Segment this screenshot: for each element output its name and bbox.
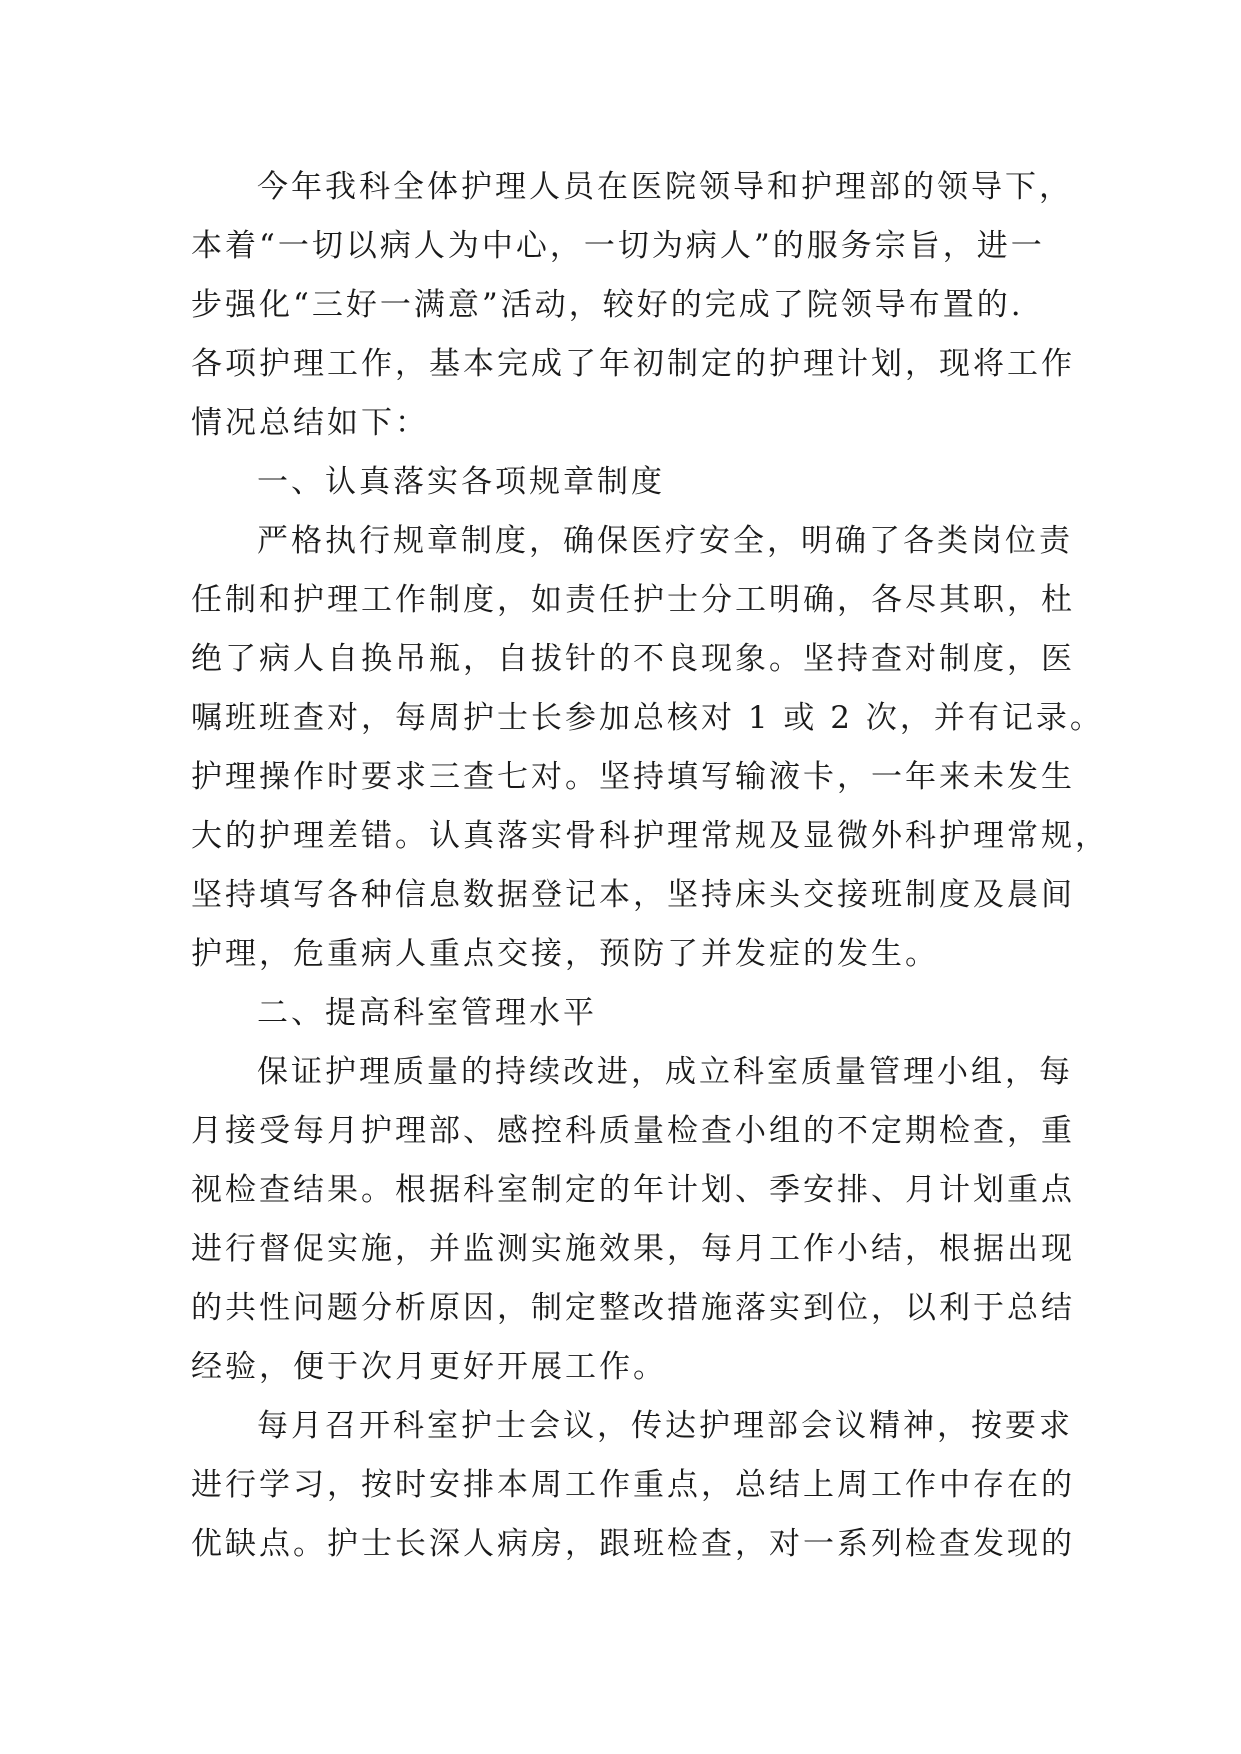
paragraph-line: 每月召开科室护士会议，传达护理部会议精神，按要求 — [257, 1408, 1073, 1444]
paragraph-line: 优缺点。护士长深人病房，跟班检查，对一系列检查发现的 — [191, 1526, 1075, 1562]
document-body — [191, 158, 1109, 1574]
paragraph-line: 的共性问题分析原因，制定整改措施落实到位，以利于总结 — [191, 1290, 1075, 1326]
paragraph-line: 经验，便于次月更好开展工作。 — [191, 1349, 667, 1385]
paragraph-line: 月接受每月护理部、感控科质量检查小组的不定期检查，重 — [191, 1113, 1075, 1149]
paragraph-line: 各项护理工作，基本完成了年初制定的护理计划，现将工作 — [191, 346, 1075, 382]
paragraph-line: 进行督促实施，并监测实施效果，每月工作小结，根据出现 — [191, 1231, 1075, 1267]
paragraph-line: 严格执行规章制度，确保医疗安全，明确了各类岗位责 — [257, 523, 1073, 559]
paragraph-line: 坚持填写各种信息数据登记本，坚持床头交接班制度及晨间 — [191, 877, 1075, 913]
paragraph-line: 今年我科全体护理人员在医院领导和护理部的领导下， — [257, 169, 1073, 205]
paragraph-line: 进行学习，按时安排本周工作重点，总结上周工作中存在的 — [191, 1467, 1075, 1503]
paragraph-line: 绝了病人自换吊瓶，自拔针的不良现象。坚持查对制度，医 — [191, 641, 1075, 677]
paragraph-line: 护理操作时要求三查七对。坚持填写输液卡，一年来未发生 — [191, 759, 1075, 795]
section-heading-2: 二、提高科室管理水平 — [257, 995, 597, 1031]
section-heading-1: 一、认真落实各项规章制度 — [257, 464, 665, 500]
paragraph-line: 护理，危重病人重点交接，预防了并发症的发生。 — [191, 936, 939, 972]
paragraph-line: 情况总结如下： — [191, 405, 429, 441]
paragraph-line: 步强化“三好一满意”活动，较好的完成了院领导布置的. — [191, 287, 1024, 323]
paragraph-line: 视检查结果。根据科室制定的年计划、季安排、月计划重点 — [191, 1172, 1075, 1208]
paragraph-line: 本着“一切以病人为中心，一切为病人”的服务宗旨，进一 — [191, 228, 1045, 264]
paragraph-line: 嘱班班查对，每周护士长参加总核对 1 或 2 次，并有记录。 — [191, 700, 1104, 736]
paragraph-line: 保证护理质量的持续改进，成立科室质量管理小组，每 — [257, 1054, 1073, 1090]
paragraph-line: 大的护理差错。认真落实骨科护理常规及显微外科护理常规， — [191, 818, 1109, 854]
paragraph-line: 任制和护理工作制度，如责任护士分工明确，各尽其职，杜 — [191, 582, 1075, 618]
